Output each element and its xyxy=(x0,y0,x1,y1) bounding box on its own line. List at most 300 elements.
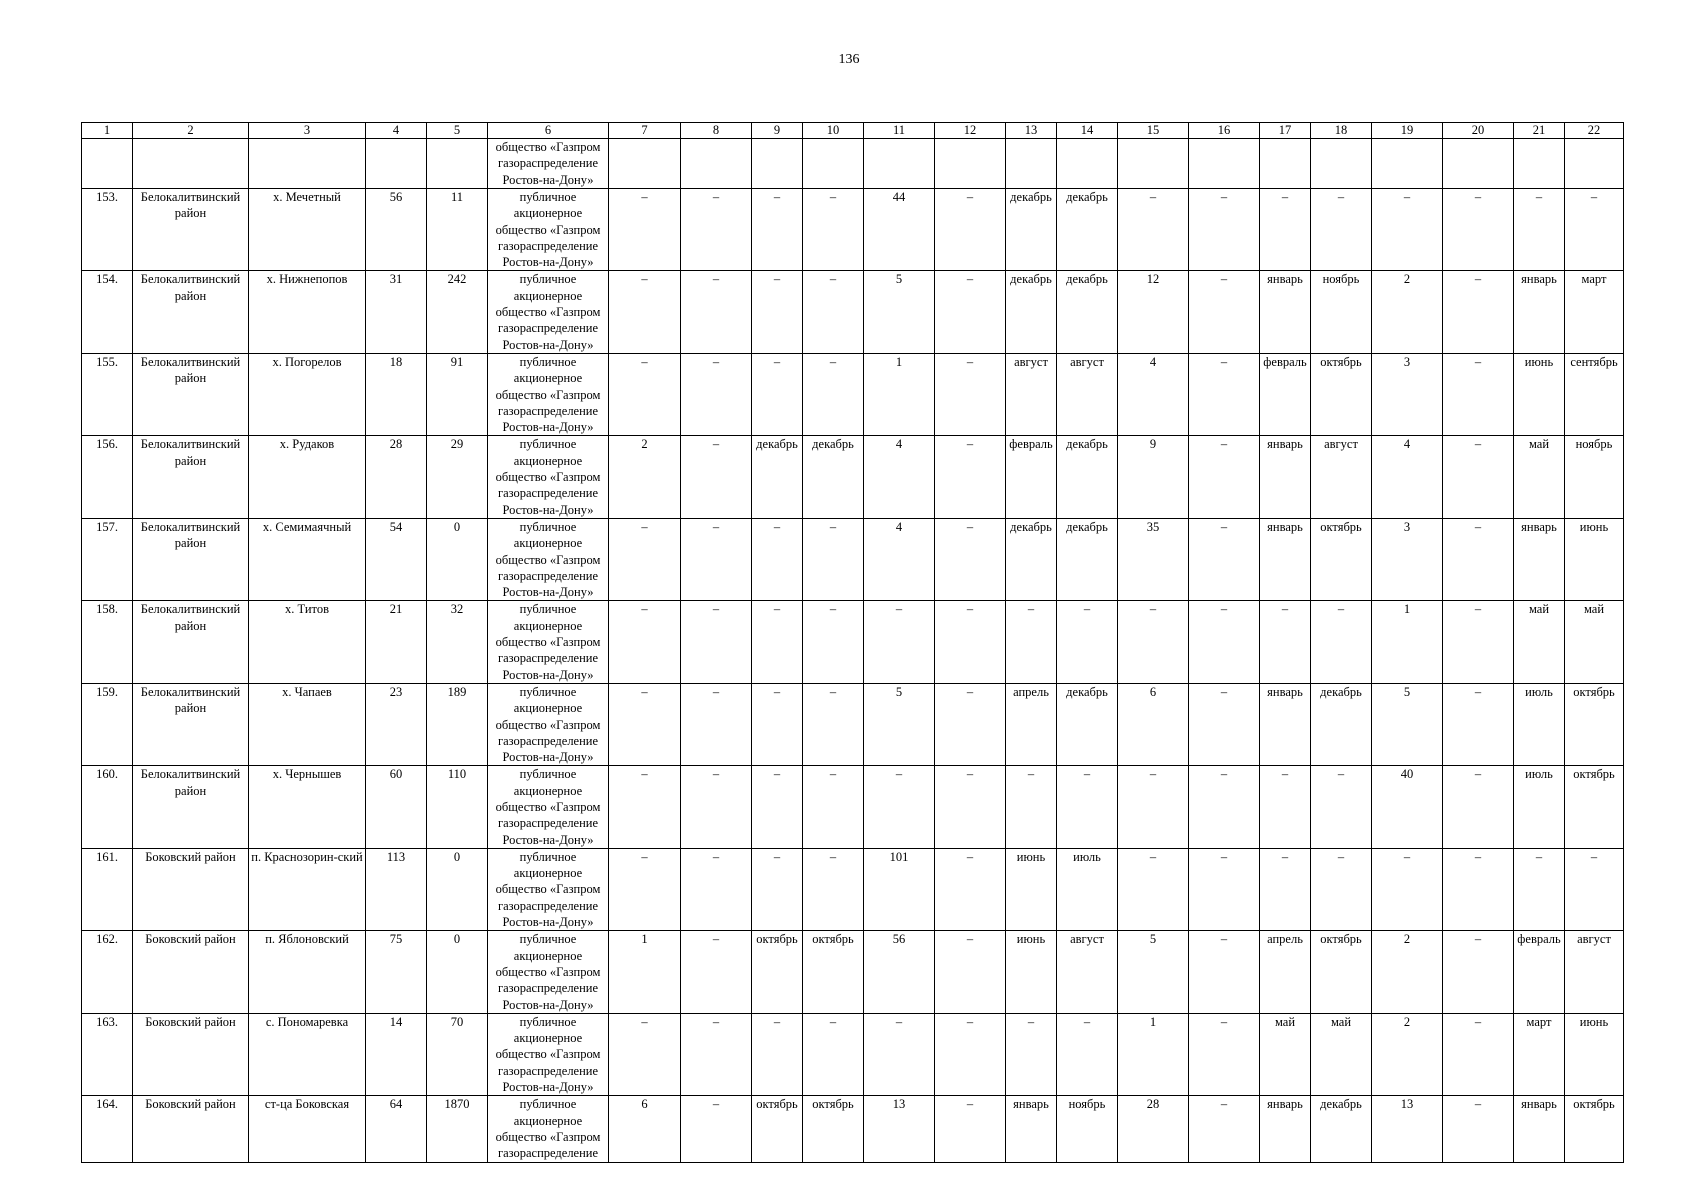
table-cell: – xyxy=(1443,766,1514,848)
table-cell: октябрь xyxy=(1565,683,1624,765)
table-cell: 28 xyxy=(1118,1096,1189,1162)
table-cell: 4 xyxy=(1372,436,1443,518)
table-cell: Белокалитвинский район xyxy=(133,189,249,271)
table-cell: – xyxy=(803,601,864,683)
table-cell: – xyxy=(935,1096,1006,1162)
table-cell: – xyxy=(681,353,752,435)
table-cell: март xyxy=(1565,271,1624,353)
table-cell: январь xyxy=(1514,518,1565,600)
table-cell: 64 xyxy=(366,1096,427,1162)
table-cell: октябрь xyxy=(1565,1096,1624,1162)
table-cell: 101 xyxy=(864,848,935,930)
table-cell: – xyxy=(1443,1096,1514,1162)
table-cell: 23 xyxy=(366,683,427,765)
table-cell: март xyxy=(1514,1013,1565,1095)
table-cell: июль xyxy=(1057,848,1118,930)
table-cell xyxy=(1372,139,1443,189)
table-cell: 5 xyxy=(864,683,935,765)
table-cell: 2 xyxy=(1372,931,1443,1013)
column-number-10: 10 xyxy=(803,123,864,139)
table-cell: – xyxy=(609,766,681,848)
table-cell: – xyxy=(752,353,803,435)
table-cell: – xyxy=(1189,271,1260,353)
table-cell: 56 xyxy=(366,189,427,271)
table-cell: 13 xyxy=(864,1096,935,1162)
table-cell: июль xyxy=(1514,683,1565,765)
table-cell: – xyxy=(1260,601,1311,683)
table-cell: январь xyxy=(1260,436,1311,518)
table-cell: ноябрь xyxy=(1311,271,1372,353)
table-cell: – xyxy=(681,601,752,683)
continuation-row xyxy=(82,139,1624,189)
table-cell: – xyxy=(864,766,935,848)
table-cell: октябрь xyxy=(1565,766,1624,848)
table-cell: – xyxy=(1057,1013,1118,1095)
table-cell: – xyxy=(752,271,803,353)
table-cell: – xyxy=(803,683,864,765)
table-cell: октябрь xyxy=(752,1096,803,1162)
table-cell: 160. xyxy=(82,766,133,848)
table-cell: 5 xyxy=(864,271,935,353)
table-cell: 4 xyxy=(1118,353,1189,435)
table-cell: – xyxy=(752,848,803,930)
table-cell: х. Чернышев xyxy=(249,766,366,848)
table-cell: 35 xyxy=(1118,518,1189,600)
table-cell: – xyxy=(609,189,681,271)
column-number-17: 17 xyxy=(1260,123,1311,139)
table-cell: Белокалитвинский район xyxy=(133,601,249,683)
table-cell: публичное акционерное общество «Газпром газораспределение Ростов-на-Дону» xyxy=(488,189,609,271)
table-cell: публичное акционерное общество «Газпром газораспределение Ростов-на-Дону» xyxy=(488,353,609,435)
table-cell: октябрь xyxy=(803,931,864,1013)
table-cell: публичное акционерное общество «Газпром газораспределение Ростов-на-Дону» xyxy=(488,1013,609,1095)
table-cell: 110 xyxy=(427,766,488,848)
table-cell: – xyxy=(1057,766,1118,848)
table-cell: январь xyxy=(1514,1096,1565,1162)
table-cell: декабрь xyxy=(803,436,864,518)
table-cell: публичное акционерное общество «Газпром газораспределение Ростов-на-Дону» xyxy=(488,766,609,848)
table-cell: – xyxy=(1311,848,1372,930)
table-cell: Белокалитвинский район xyxy=(133,271,249,353)
table-cell: 91 xyxy=(427,353,488,435)
table-cell: – xyxy=(1260,848,1311,930)
table-cell xyxy=(1514,139,1565,189)
table-cell: – xyxy=(1443,353,1514,435)
table-row xyxy=(82,766,1624,848)
table-cell: 56 xyxy=(864,931,935,1013)
table-cell: январь xyxy=(1260,518,1311,600)
table-cell: 6 xyxy=(609,1096,681,1162)
column-number-5: 5 xyxy=(427,123,488,139)
table-cell: 4 xyxy=(864,518,935,600)
table-cell: – xyxy=(864,601,935,683)
table-cell: октябрь xyxy=(1311,518,1372,600)
table-row xyxy=(82,1096,1624,1162)
table-cell: – xyxy=(1443,1013,1514,1095)
table-cell: – xyxy=(1260,766,1311,848)
table-cell: 161. xyxy=(82,848,133,930)
table-cell: 2 xyxy=(609,436,681,518)
table-cell: – xyxy=(681,683,752,765)
table-cell: декабрь xyxy=(1057,518,1118,600)
column-number-21: 21 xyxy=(1514,123,1565,139)
table-cell xyxy=(1443,139,1514,189)
table-cell: – xyxy=(681,189,752,271)
table-cell: декабрь xyxy=(752,436,803,518)
table-cell: 1 xyxy=(1372,601,1443,683)
table-cell: 154. xyxy=(82,271,133,353)
table-cell: ноябрь xyxy=(1565,436,1624,518)
table-cell: июль xyxy=(1514,766,1565,848)
column-number-19: 19 xyxy=(1372,123,1443,139)
table-cell: – xyxy=(1565,848,1624,930)
table-cell: декабрь xyxy=(1311,1096,1372,1162)
table-cell: Белокалитвинский район xyxy=(133,766,249,848)
table-cell: май xyxy=(1260,1013,1311,1095)
table-cell: – xyxy=(681,518,752,600)
table-cell: х. Мечетный xyxy=(249,189,366,271)
table-cell: октябрь xyxy=(1311,353,1372,435)
table-cell: – xyxy=(1443,931,1514,1013)
table-cell: – xyxy=(1189,848,1260,930)
table-row xyxy=(82,353,1624,435)
table-cell: октябрь xyxy=(752,931,803,1013)
table-cell: декабрь xyxy=(1057,683,1118,765)
column-number-12: 12 xyxy=(935,123,1006,139)
column-number-8: 8 xyxy=(681,123,752,139)
table-cell: декабрь xyxy=(1057,271,1118,353)
table-cell: июнь xyxy=(1514,353,1565,435)
table-cell: 0 xyxy=(427,518,488,600)
table-cell: 31 xyxy=(366,271,427,353)
column-number-7: 7 xyxy=(609,123,681,139)
table-cell: – xyxy=(1443,848,1514,930)
table-cell: – xyxy=(1189,766,1260,848)
table-cell: – xyxy=(1260,189,1311,271)
table-cell: август xyxy=(1006,353,1057,435)
table-cell: – xyxy=(681,1013,752,1095)
table-cell xyxy=(803,139,864,189)
table-cell: публичное акционерное общество «Газпром газораспределение Ростов-на-Дону» xyxy=(488,931,609,1013)
table-cell: октябрь xyxy=(803,1096,864,1162)
table-cell: Белокалитвинский район xyxy=(133,518,249,600)
table-cell: 44 xyxy=(864,189,935,271)
table-cell: Белокалитвинский район xyxy=(133,683,249,765)
table-cell: – xyxy=(1443,271,1514,353)
table-cell: – xyxy=(681,848,752,930)
table-cell: 156. xyxy=(82,436,133,518)
table-cell: февраль xyxy=(1006,436,1057,518)
column-number-9: 9 xyxy=(752,123,803,139)
table-cell: 12 xyxy=(1118,271,1189,353)
table-cell xyxy=(1118,139,1189,189)
table-cell: – xyxy=(609,518,681,600)
table-cell: 189 xyxy=(427,683,488,765)
table-cell: 6 xyxy=(1118,683,1189,765)
table-row xyxy=(82,848,1624,930)
table-cell: – xyxy=(681,766,752,848)
table-cell: декабрь xyxy=(1006,518,1057,600)
table-cell: 9 xyxy=(1118,436,1189,518)
table-cell: – xyxy=(1443,436,1514,518)
table-cell xyxy=(1057,139,1118,189)
table-cell: – xyxy=(935,931,1006,1013)
table-cell: 14 xyxy=(366,1013,427,1095)
table-cell: – xyxy=(752,518,803,600)
page-number: 136 xyxy=(838,52,860,67)
table-row xyxy=(82,601,1624,683)
column-number-1: 1 xyxy=(82,123,133,139)
table-cell: – xyxy=(935,683,1006,765)
table-cell: февраль xyxy=(1260,353,1311,435)
table-cell: х. Чапаев xyxy=(249,683,366,765)
table-row xyxy=(82,683,1624,765)
table-cell: п. Краснозорин-ский xyxy=(249,848,366,930)
table-cell: Боковский район xyxy=(133,1013,249,1095)
table-cell xyxy=(1565,139,1624,189)
table-cell: – xyxy=(1006,766,1057,848)
table-cell: – xyxy=(609,683,681,765)
table-cell: – xyxy=(1311,189,1372,271)
table-cell: – xyxy=(1443,601,1514,683)
table-cell xyxy=(609,139,681,189)
table-cell xyxy=(935,139,1006,189)
table-cell: – xyxy=(1118,766,1189,848)
table-cell: х. Нижнепопов xyxy=(249,271,366,353)
table-cell: – xyxy=(1118,601,1189,683)
table-cell: – xyxy=(752,601,803,683)
table-cell: – xyxy=(803,766,864,848)
table-cell: 5 xyxy=(1118,931,1189,1013)
table-cell: ноябрь xyxy=(1057,1096,1118,1162)
table-cell: – xyxy=(609,271,681,353)
table-cell: январь xyxy=(1006,1096,1057,1162)
table-cell: – xyxy=(1514,848,1565,930)
table-cell: 70 xyxy=(427,1013,488,1095)
column-number-15: 15 xyxy=(1118,123,1189,139)
table-row xyxy=(82,931,1624,1013)
table-cell: – xyxy=(1443,518,1514,600)
table-cell: октябрь xyxy=(1311,931,1372,1013)
table-cell: 1 xyxy=(1118,1013,1189,1095)
table-cell: – xyxy=(752,683,803,765)
table-cell: х. Рудаков xyxy=(249,436,366,518)
table-cell xyxy=(1311,139,1372,189)
table-cell: 1 xyxy=(864,353,935,435)
table-cell: 4 xyxy=(864,436,935,518)
table-cell: х. Погорелов xyxy=(249,353,366,435)
table-cell: публичное акционерное общество «Газпром газораспределение Ростов-на-Дону» xyxy=(488,848,609,930)
table-cell: – xyxy=(1189,1096,1260,1162)
column-number-18: 18 xyxy=(1311,123,1372,139)
table-cell: Белокалитвинский район xyxy=(133,353,249,435)
table-cell: июнь xyxy=(1565,518,1624,600)
table-cell: январь xyxy=(1514,271,1565,353)
table-cell xyxy=(427,139,488,189)
table-cell: май xyxy=(1514,436,1565,518)
table-cell: 3 xyxy=(1372,353,1443,435)
table-cell: декабрь xyxy=(1057,436,1118,518)
table-cell: публичное акционерное общество «Газпром газораспределение Ростов-на-Дону» xyxy=(488,601,609,683)
table-cell: – xyxy=(1311,601,1372,683)
table-cell: август xyxy=(1057,931,1118,1013)
table-cell: – xyxy=(609,601,681,683)
table-cell: Боковский район xyxy=(133,848,249,930)
table-cell: май xyxy=(1311,1013,1372,1095)
table-cell: – xyxy=(935,189,1006,271)
table-cell: июнь xyxy=(1565,1013,1624,1095)
table-cell: – xyxy=(1006,601,1057,683)
table-cell: – xyxy=(1189,189,1260,271)
table-cell: – xyxy=(935,271,1006,353)
table-cell: февраль xyxy=(1514,931,1565,1013)
table-cell: – xyxy=(803,353,864,435)
table-cell: 28 xyxy=(366,436,427,518)
table-cell: январь xyxy=(1260,1096,1311,1162)
table-cell: – xyxy=(1311,766,1372,848)
table-cell: – xyxy=(803,271,864,353)
table-cell: 3 xyxy=(1372,518,1443,600)
table-cell: август xyxy=(1565,931,1624,1013)
table-cell: январь xyxy=(1260,271,1311,353)
table-cell: общество «Газпром газораспределение Ростов-на-Дону» xyxy=(488,139,609,189)
column-number-14: 14 xyxy=(1057,123,1118,139)
table-cell: апрель xyxy=(1260,931,1311,1013)
column-number-3: 3 xyxy=(249,123,366,139)
table-cell: июнь xyxy=(1006,848,1057,930)
table-cell: – xyxy=(935,601,1006,683)
table-cell: – xyxy=(1565,189,1624,271)
table-cell: 13 xyxy=(1372,1096,1443,1162)
table-cell: – xyxy=(1118,848,1189,930)
table-cell: публичное акционерное общество «Газпром газораспределение Ростов-на-Дону» xyxy=(488,271,609,353)
table-cell: – xyxy=(1189,518,1260,600)
table-cell xyxy=(752,139,803,189)
table-cell xyxy=(82,139,133,189)
table-cell: 40 xyxy=(1372,766,1443,848)
table-cell: – xyxy=(864,1013,935,1095)
table-cell xyxy=(1189,139,1260,189)
table-row xyxy=(82,271,1624,353)
table-cell: – xyxy=(935,353,1006,435)
table-cell: 153. xyxy=(82,189,133,271)
table-cell: август xyxy=(1057,353,1118,435)
table-cell: Боковский район xyxy=(133,931,249,1013)
table-cell: – xyxy=(1443,683,1514,765)
table-cell: 158. xyxy=(82,601,133,683)
table-cell: 75 xyxy=(366,931,427,1013)
table-cell xyxy=(681,139,752,189)
table-row xyxy=(82,1013,1624,1095)
data-table xyxy=(81,122,1624,1163)
table-cell: – xyxy=(681,1096,752,1162)
table-cell: – xyxy=(1118,189,1189,271)
column-number-20: 20 xyxy=(1443,123,1514,139)
table-cell: январь xyxy=(1260,683,1311,765)
table-cell: 5 xyxy=(1372,683,1443,765)
column-number-4: 4 xyxy=(366,123,427,139)
table-cell: – xyxy=(681,271,752,353)
table-cell xyxy=(864,139,935,189)
table-cell: – xyxy=(803,848,864,930)
table-cell: – xyxy=(803,1013,864,1095)
column-number-row xyxy=(82,123,1624,139)
table-cell: Белокалитвинский район xyxy=(133,436,249,518)
table-cell: май xyxy=(1514,601,1565,683)
table-cell: – xyxy=(935,848,1006,930)
table-cell xyxy=(1260,139,1311,189)
table-cell: 157. xyxy=(82,518,133,600)
table-cell: – xyxy=(935,518,1006,600)
table-cell: 162. xyxy=(82,931,133,1013)
table-cell: 159. xyxy=(82,683,133,765)
table-cell: публичное акционерное общество «Газпром газораспределение Ростов-на-Дону» xyxy=(488,518,609,600)
table-cell: сентябрь xyxy=(1565,353,1624,435)
table-cell: п. Яблоновский xyxy=(249,931,366,1013)
column-number-11: 11 xyxy=(864,123,935,139)
table-cell: 164. xyxy=(82,1096,133,1162)
table-cell: – xyxy=(609,353,681,435)
table-cell: – xyxy=(1006,1013,1057,1095)
table-cell: – xyxy=(609,848,681,930)
table-cell: Боковский район xyxy=(133,1096,249,1162)
table-cell: декабрь xyxy=(1006,189,1057,271)
table-cell xyxy=(366,139,427,189)
table-cell: публичное акционерное общество «Газпром газораспределение xyxy=(488,1096,609,1162)
table-cell: х. Титов xyxy=(249,601,366,683)
table-cell: 0 xyxy=(427,931,488,1013)
table-cell: 21 xyxy=(366,601,427,683)
table-cell: декабрь xyxy=(1057,189,1118,271)
table-row xyxy=(82,436,1624,518)
table-cell: 32 xyxy=(427,601,488,683)
table-cell: август xyxy=(1311,436,1372,518)
table-cell: декабрь xyxy=(1006,271,1057,353)
table-cell: – xyxy=(1189,353,1260,435)
table-cell: – xyxy=(681,436,752,518)
table-cell: – xyxy=(1372,848,1443,930)
table-cell: 155. xyxy=(82,353,133,435)
table-cell: декабрь xyxy=(1311,683,1372,765)
table-cell: – xyxy=(752,766,803,848)
table-cell: – xyxy=(1372,189,1443,271)
table-cell: июнь xyxy=(1006,931,1057,1013)
table-cell: – xyxy=(1443,189,1514,271)
table-cell: ст-ца Боковская xyxy=(249,1096,366,1162)
table-cell: 163. xyxy=(82,1013,133,1095)
table-cell: 2 xyxy=(1372,1013,1443,1095)
table-cell: – xyxy=(609,1013,681,1095)
table-cell: – xyxy=(803,518,864,600)
table-cell: х. Семимаячный xyxy=(249,518,366,600)
table-cell: – xyxy=(935,1013,1006,1095)
table-cell: 18 xyxy=(366,353,427,435)
table-row xyxy=(82,518,1624,600)
table-cell: – xyxy=(1189,683,1260,765)
table-cell: с. Пономаревка xyxy=(249,1013,366,1095)
table-cell: 54 xyxy=(366,518,427,600)
table-cell xyxy=(133,139,249,189)
table-cell: – xyxy=(935,766,1006,848)
column-number-2: 2 xyxy=(133,123,249,139)
table-cell: 2 xyxy=(1372,271,1443,353)
column-number-22: 22 xyxy=(1565,123,1624,139)
table-cell: – xyxy=(1189,931,1260,1013)
column-number-13: 13 xyxy=(1006,123,1057,139)
table-cell xyxy=(1006,139,1057,189)
table-cell: – xyxy=(803,189,864,271)
table-cell xyxy=(249,139,366,189)
